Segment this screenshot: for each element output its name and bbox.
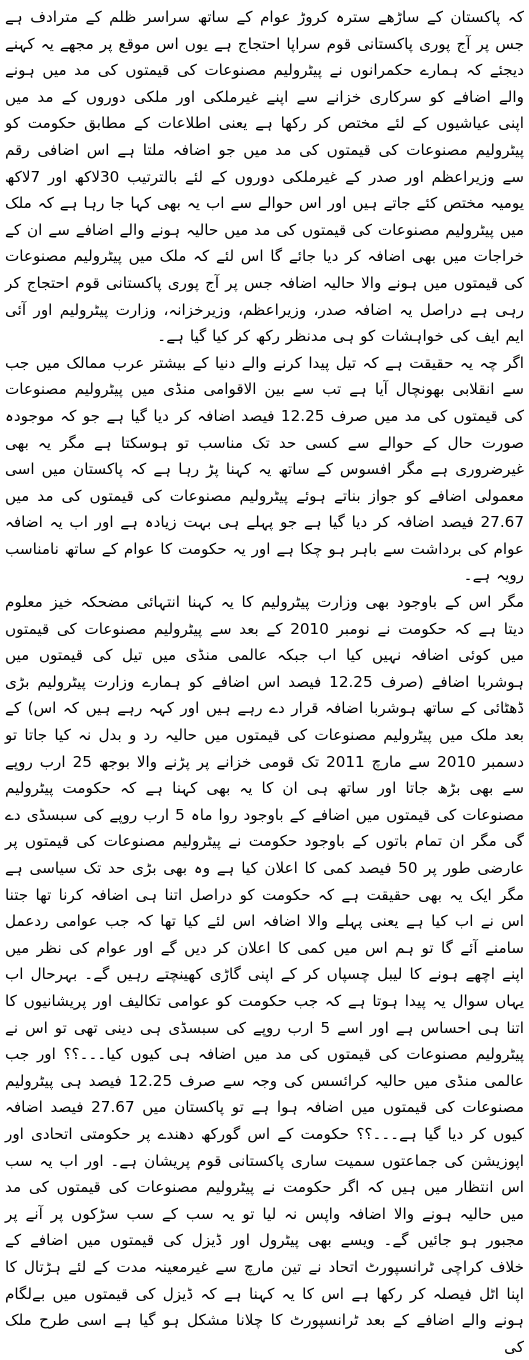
article-paragraph-3: مگر اس کے باوجود بھی وزارت پیٹرولیم کا یہ کہنا انتہائی مضحکہ خیز معلوم دیتا ہے کہ حکومت نے نومبر 2010 کے بعد سے پیٹرولیم مصنوعات کی قیمتوں میں کوئی اضافہ نہیں کیا اب جبکہ عالمی منڈی میں تیل کی قیمتوں میں ہوشربا اضافے (صرف 12.25 فیصد اس اضافے کو ہمارے وزارت پیٹرولیم بڑی ڈھٹائی کے ساتھ ہوشربا اضافہ قرار دے رہے ہیں اور کہہ رہے ہیں کہ اس) کے بعد ملک میں پیٹرولیم مصنوعات کی قیمتوں میں حالیہ رد و بدل نہ کیا جاتا تو دسمبر 2010 سے مارچ 2011 تک قومی خزانے پر پڑنے والا بوجھ 25 ارب روپے سے بھی بڑھ جاتا اور ساتھ ہی ان کا یہ بھی کہنا ہے کہ حکومت پیٹرولیم مصنوعات کی قیمتوں میں اضافے کے باوجود روا ماہ 5 ارب روپے کی سبسڈی دے گی مگر ان تمام باتوں کے باوجود حکومت نے پیٹرولیم مصنوعات کی قیمتوں پر عارضی طور پر 50 فیصد کمی کا اعلان کیا ہے وہ بھی بڑی حد تک سیاسی ہے مگر ایک یہ بھی حقیقت ہے کہ حکومت کو دراصل اتنا ہی اضافہ کرنا تھا جتنا اس نے اب کیا ہے یعنی پہلے والا اضافہ اس لئے کیا تھا کہ جب عوامی ردعمل سامنے آئے گا تو ہم اس میں کمی کا اعلان کر دیں گے اور عوام کی نظر میں اپنے اچھے ہونے کا لیبل چسپاں کر کے اپنی گاڑی کھینچتے رہیں گے۔ بہرحال اب یہاں سوال یہ پیدا ہوتا ہے کہ جب حکومت کو عوامی تکالیف اور پریشانیوں کا اتنا ہی احساس ہے اور اسے 5 ارب روپے کی سبسڈی ہی دینی تھی تو اس نے پیٹرولیم مصنوعات کی قیمتوں کی مد میں اضافہ ہی کیوں کیا۔۔۔؟؟ اور جب عالمی منڈی میں حالیہ کرائسس کی وجہ سے صرف 12.25 فیصد ہی پیٹرولیم مصنوعات کی قیمتوں میں اضافہ ہوا ہے تو پاکستان میں 27.67 فیصد اضافہ کیوں کر دیا گیا ہے۔۔۔؟؟ حکومت کے اس گورکھ دھندے پر حکومتی اتحادی اور اپوزیشن کی جماعتوں سمیت ساری پاکستانی قوم پریشان ہے۔ اور اب یہ سب اس انتظار میں ہیں کہ اگر حکومت نے پیٹرولیم مصنوعات کی قیمتوں کی مد میں حالیہ ہونے والا اضافہ واپس نہ لیا تو یہ سب کے سب سڑکوں پر آنے پر مجبور ہو جائیں گے۔ ویسے بھی پیٹرول اور ڈیزل کی قیمتوں میں اضافے کے خلاف کراچی ٹرانسپورٹ اتحاد نے تین مارچ سے غیرمعینہ مدت کے لئے ہڑتال کا اپنا اٹل فیصلہ کر رکھا ہے اس کا یہ کہنا ہے کہ ڈیزل کی قیمتوں میں بےلگام ہونے والے اضافے کے بعد ٹرانسپورٹ کا چلانا مشکل ہو گیا ہے اسی طرح ملک کی (5, 593, 525, 1356)
article-paragraph-2: اگر چہ یہ حقیقت ہے کہ تیل پیدا کرنے والے دنیا کے بیشتر عرب ممالک میں جب سے انقلابی بھونچال آیا ہے تب سے بین الاقوامی منڈی میں پیٹرولیم مصنوعات کی قیمتوں کی مد میں صرف 12.25 فیصد اضافہ کر دیا گیا ہے جو کہ موجودہ صورت حال کے حوالے سے کسی حد تک مناسب تو ہوسکتا ہے مگر یہ بھی غیرضروری ہے مگر افسوس کے ساتھ یہ کہنا پڑ رہا ہے کہ پاکستان میں اسی معمولی اضافے کو جواز بناتے ہوئے پیٹرولیم مصنوعات کی قیمتوں کی مد میں 27.67 فیصد اضافہ کر دیا گیا ہے جو پہلے ہی بہت زیادہ ہے اور اب یہ اضافہ عوام کی برداشت سے باہر ہو چکا ہے اور یہ حکومت کا عوام کے ساتھ نامناسب رویہ ہے۔ (5, 353, 525, 585)
article-paragraph-1: کہ پاکستان کے ساڑھے سترہ کروڑ عوام کے ساتھ سراسر ظلم کے مترادف ہے جس پر آج پوری پاکستانی قوم سراپا احتجاج ہے یوں اس موقع پر مجھے یہ کہنے دیجئے کہ ہمارے حکمرانوں نے پیٹرولیم مصنوعات کی قیمتوں کی مد میں ہونے والے اضافے کو سرکاری خزانے سے اپنے غیرملکی اور ملکی دوروں کے مد میں اپنی عیاشیوں کے لئے مختص کر رکھا ہے یعنی اطلاعات کے مطابق حکومت کو پیٹرولیم مصنوعات کی قیمتوں کی مد میں جو اضافہ ملتا ہے اس اضافی رقم سے وزیراعظم اور صدر کے غیرملکی دوروں کے لئے بالترتیب 30لاکھ اور 7لاکھ یومیہ مختص کئے جاتے ہیں اور اس حوالے سے اب یہ بھی کہا جا رہا ہے کہ ملک میں پیٹرولیم مصنوعات کی قیمتوں کی مد میں حالیہ ہونے والے اضافے سے ان کے خراجات میں بھی اضافہ کر دیا جائے گا اس لئے کہ ملک میں پیٹرولیم مصنوعات کی قیمتوں میں ہونے والا حالیہ اضافہ جس پر آج پوری پاکستانی قوم احتجاج کر رہی ہے دراصل یہ اضافہ صدر، وزیراعظم، وزیرخزانہ، وزارت پیٹرولیم اور آئی ایم ایف کی خواہشات کو ہی مدنظر رکھ کر کیا گیا ہے۔ (5, 8, 524, 346)
